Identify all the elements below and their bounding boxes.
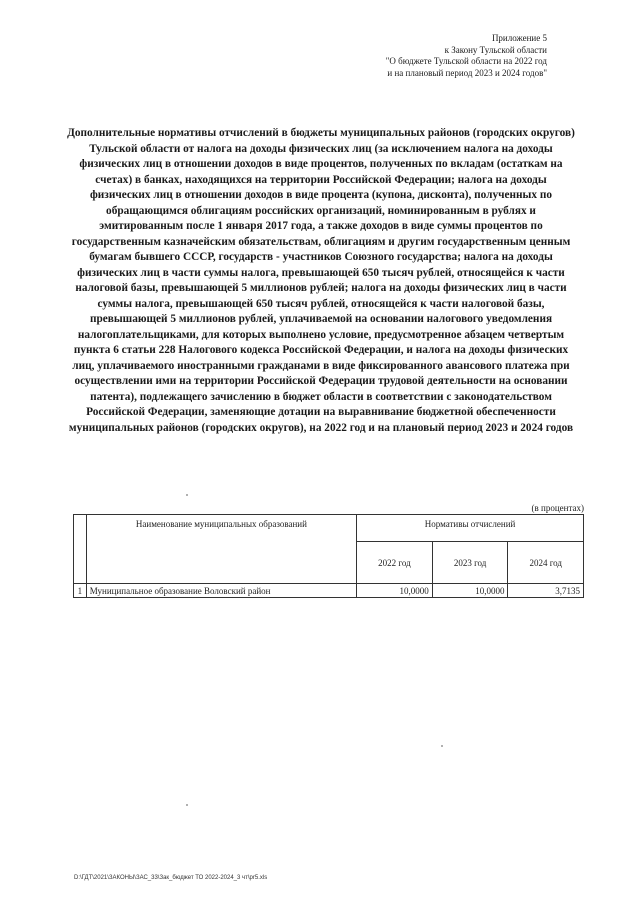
appendix-line-2: к Закону Тульской области [444, 44, 547, 55]
header-group-cell: Нормативы отчислений [357, 515, 584, 542]
appendix-line-3: "О бюджете Тульской области на 2022 год [385, 56, 547, 66]
appendix-line-1: Приложение 5 [491, 33, 547, 43]
header-year-2023: 2023 год [432, 542, 508, 584]
norms-table [73, 514, 584, 598]
row-value-2023: 10,0000 [432, 584, 508, 598]
units-label: (в процентах) [531, 503, 584, 513]
file-path-footer: D:\ГДТ\2021\ЗАКОНЫ\ЗАС_33\Зак_бюджет ТО 2022-2024_3 чт\pr5.xls [74, 875, 268, 881]
scan-speck [186, 494, 188, 496]
table-row [74, 584, 584, 598]
header-name-cell: Наименование муниципальных образований [86, 515, 356, 584]
appendix-line-4: и на плановый период 2023 и 2024 годов" [387, 67, 547, 78]
scan-speck [441, 745, 443, 747]
row-value-2024: 3,7135 [508, 584, 584, 598]
header-year-2024: 2024 год [508, 542, 584, 584]
appendix-header [386, 33, 547, 79]
row-num: 1 [74, 584, 87, 598]
header-num-cell [74, 515, 87, 584]
table-header-row [74, 515, 584, 542]
scan-speck [186, 804, 188, 806]
header-year-2022: 2022 год [357, 542, 433, 584]
row-value-2022: 10,0000 [357, 584, 433, 598]
document-title: Дополнительные нормативы отчислений в бюджеты муниципальных районов (городских округов) Тульской области от налога на доходы физических лиц (за исключением налога на доходы физических лиц в отношении доходов в виде процентов, полученных по вкладам (остаткам на счетах) в банках, находящихся на территории Российской Федерации; налога на доходы физических лиц в отношении доходов в виде процента (купона, дисконта), полученных по обращающимся облигациям российских организаций, номинированным в рублях и эмитированным после 1 января 2017 года, а также доходов в виде суммы процентов по государственным казначейским обязательствам, облигациям и другим государственным ценным бумагам бывшего СССР, государств - участников Союзного государства; налога на доходы физических лиц в части суммы налога, превышающей 650 тысяч рублей, относящейся к части налоговой базы, превышающей 5 миллионов рублей; налога на доходы физических лиц в части суммы налога, превышающей 650 тысяч рублей, относящейся к части налоговой базы, превышающей 5 миллионов рублей, уплачиваемой на основании налогового уведомления налогоплательщиками, для которых выполнено условие, предусмотренное абзацем четвертым пункта 6 статьи 228 Налогового кодекса Российской Федерации, и налога на доходы физических лиц, уплачиваемого иностранными гражданами в виде фиксированного авансового платежа при осуществлении ими на территории Российской Федерации трудовой деятельности на основании патента), подлежащего зачислению в бюджет области в соответствии с законодательством Российской Федерации, заменяющие дотации на выравнивание бюджетной обеспеченности муниципальных районов (городских округов), на 2022 год и на плановый период 2023 и 2024 годов [67, 127, 575, 434]
row-name: Муниципальное образование Воловский район [86, 584, 356, 598]
